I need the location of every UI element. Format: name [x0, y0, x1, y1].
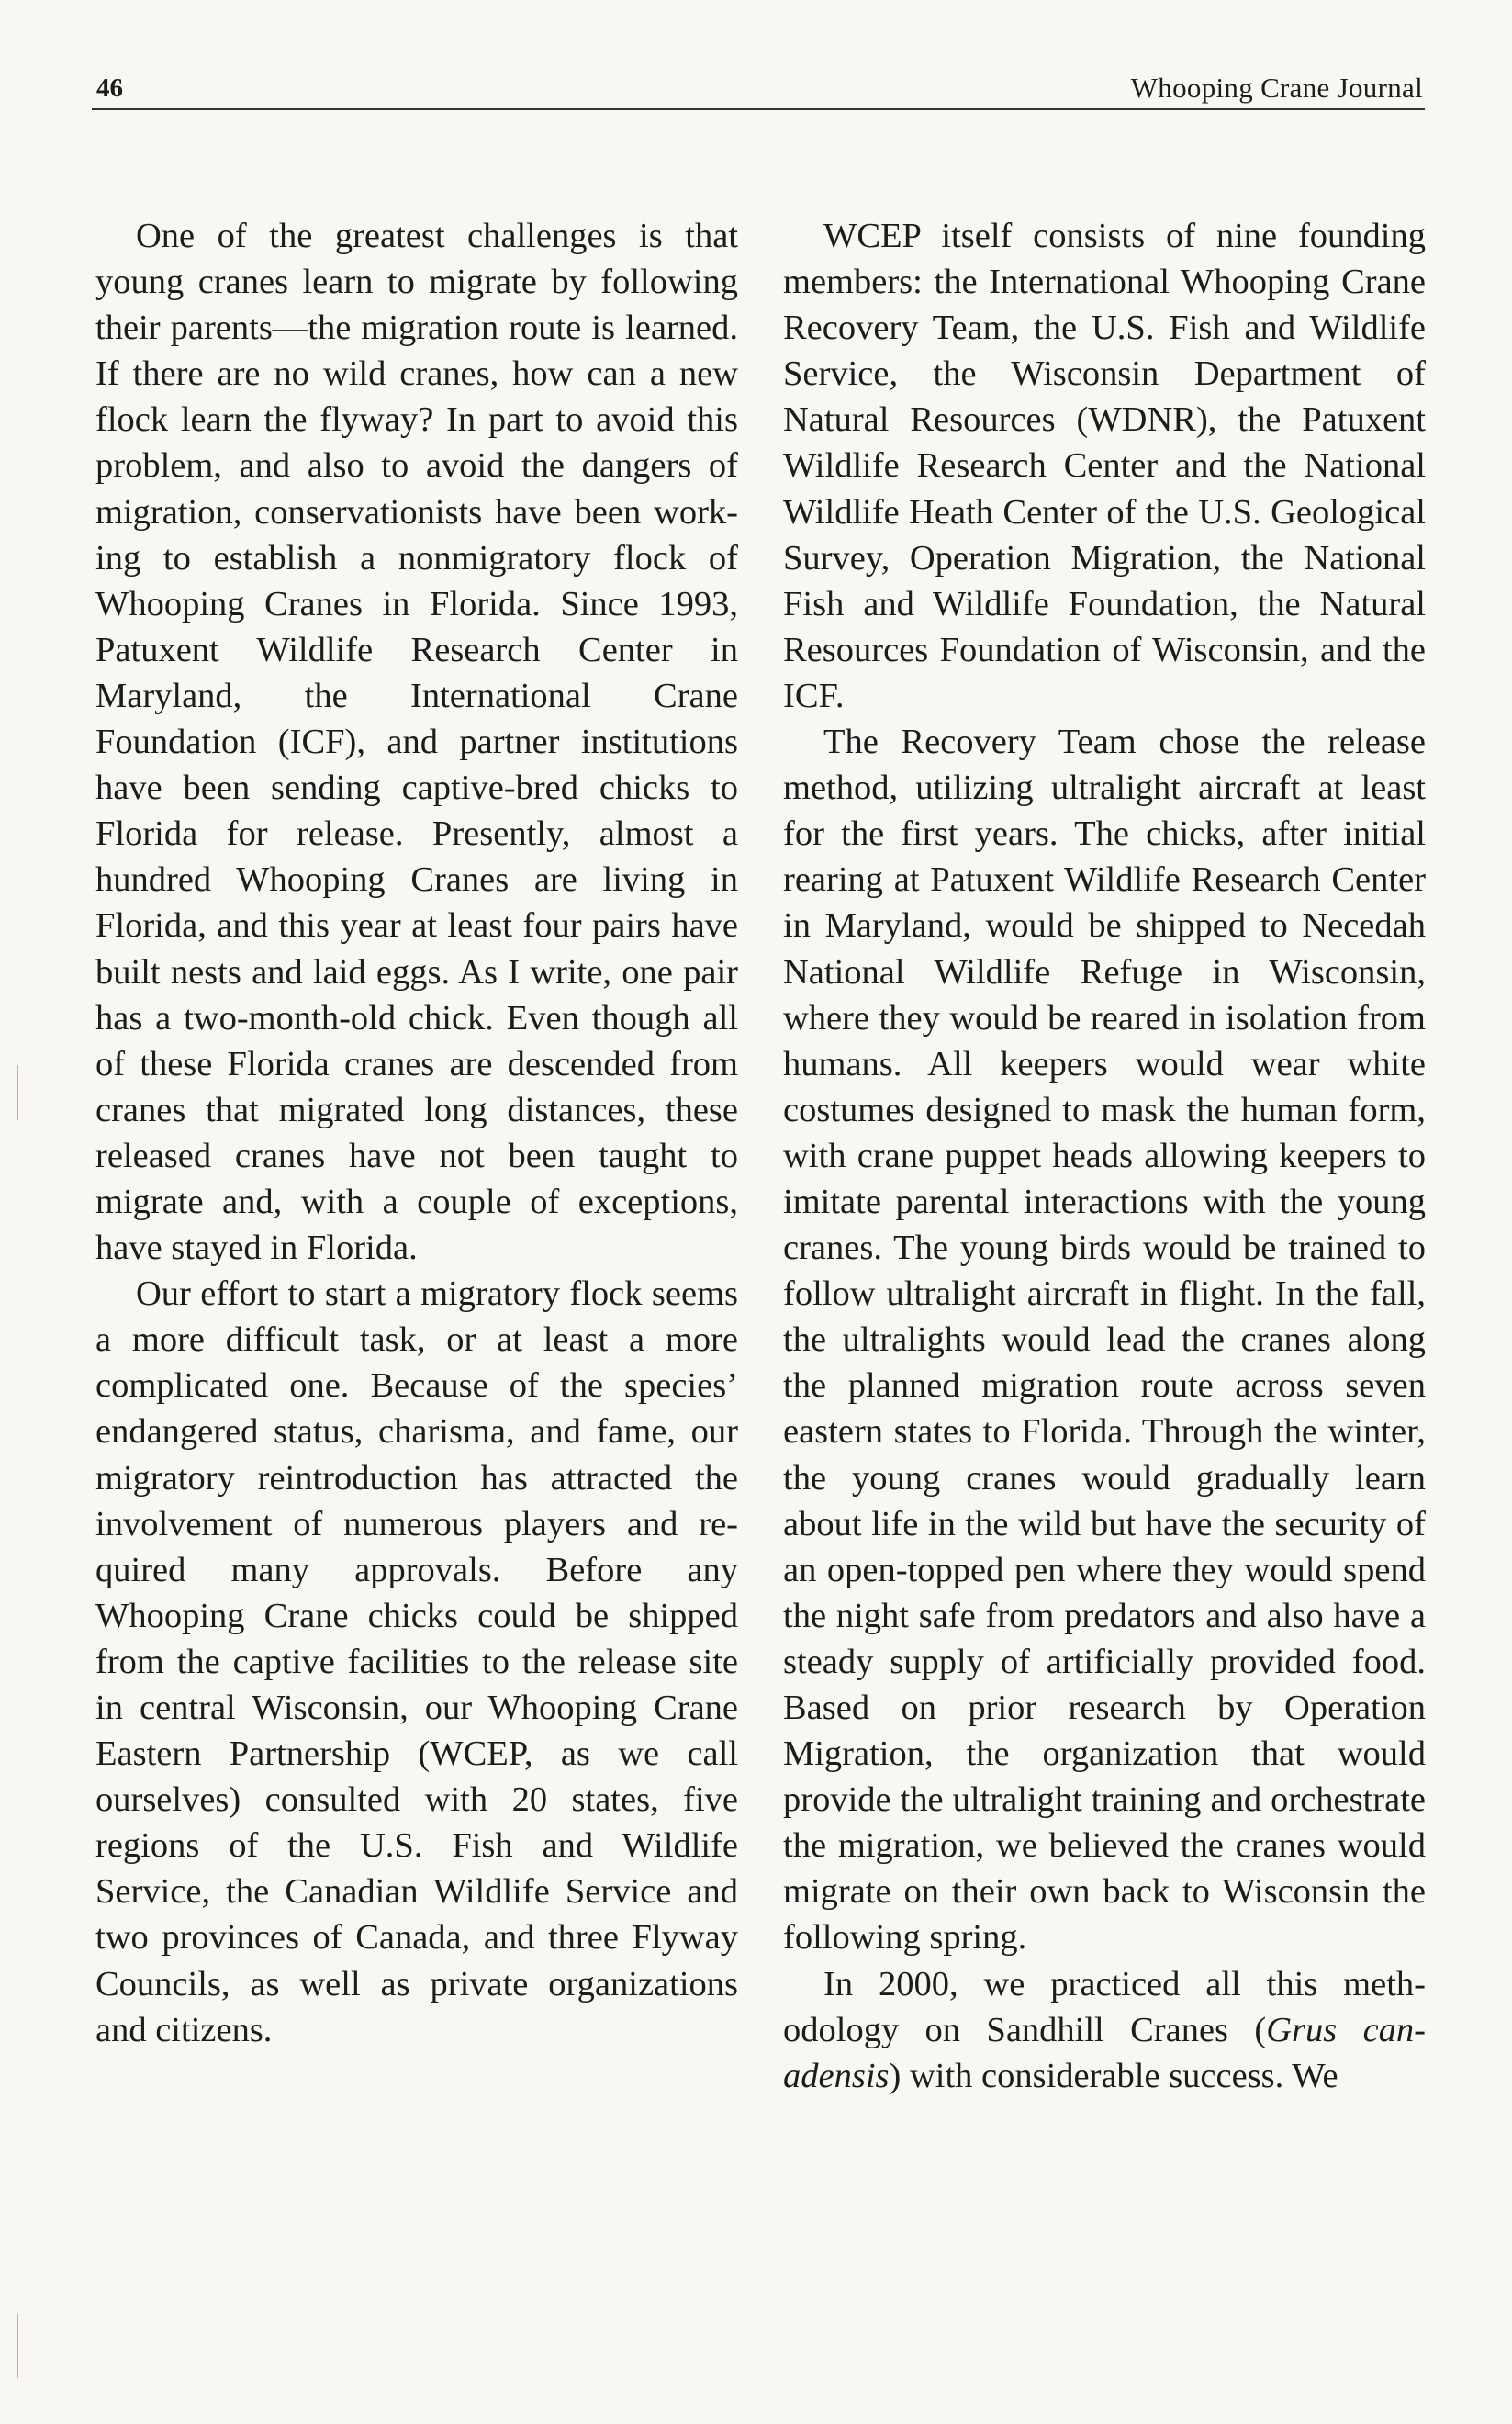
running-header [96, 66, 1423, 110]
header-rule [92, 108, 1425, 110]
species-name: Grus canadensis [783, 2010, 1426, 2095]
paragraph: The Recovery Team chose the release method, utilizing ultralight aircraft at least for the first years. The chicks, after initial rearing at Patuxent Wildlife Research Center in Maryland, would be shipped to Necedah National Wildlife Refuge in Wisconsin, where they would be reared in isolation from humans. All keepers would wear white costumes designed to mask the human form, with crane puppet heads allowing keepers to imitate parental interactions with the young cranes. The young birds would be trained to follow ultralight aircraft in flight. In the fall, the ultralights would lead the cranes along the planned migration route across seven eastern states to Florida. Through the winter, the young cranes would gradually learn about life in the wild but have the security of an open-topped pen where they would spend the night safe from predators and also have a steady supply of artificially provided food. Based on prior research by Operation Migration, the organization that would provide the ultralight training and orchestrate the migration, we believed the cranes would migrate on their own back to Wisconsin the following spring. [783, 723, 1426, 1958]
paragraph [783, 1961, 1426, 2099]
paragraph: WCEP itself consists of nine founding members: the International Whooping Crane Recovery Team, the U.S. Fish and Wildlife Service, the Wisconsin Department of Natural Resources (WDNR), the Patuxent Wildlife Research Center and the National Wildlife Heath Center of the U.S. Geological Survey, Operation Migration, the National Fish and Wildlife Foundation, the Natural Resources Foundation of Wisconsin, and the ICF. [783, 217, 1426, 715]
right-column [783, 213, 1426, 2099]
scan-edge-mark [17, 1065, 18, 1120]
paragraph: One of the greatest challenges is that young cranes learn to migrate by following their parents—the migration route is learned. If there are no wild cranes, how can a new flock learn the flyway? In part to avoid this problem, and also to avoid the dangers of migration, conservationists have been working to establish a nonmigratory flock of Whooping Cranes in Florida. Since 1993, Patuxent Wildlife Research Center in Maryland, the International Crane Foundation (ICF), and partner institutions have been sending captive-bred chicks to Florida for release. Presently, almost a hundred Whooping Cranes are living in Florida, and this year at least four pairs have built nests and laid eggs. As I write, one pair has a two-month-old chick. Even though all of these Florida cranes are descended from cranes that migrated long distances, these released cranes have not been taught to migrate and, with a couple of exceptions, have stayed in Florida. [95, 217, 738, 1268]
scan-edge-mark [17, 2314, 18, 2378]
journal-title: Whooping Crane Journal [1130, 72, 1423, 104]
left-column [95, 213, 738, 2053]
paragraph-text: In 2000, we practiced all this methodology on Sandhill Cranes ( [783, 1964, 1426, 2049]
page-number: 46 [96, 73, 123, 103]
paragraph-text: ) with considerable success. We [889, 2056, 1338, 2095]
paragraph: Our effort to start a migratory flock seems a more difficult task, or at least a more complicated one. Because of the species’ endangered status, charisma, and fame, our migratory reintroduction has attracted the involvement of numerous players and required many approvals. Before any Whooping Crane chicks could be shipped from the captive facilities to the release site in central Wisconsin, our Whooping Crane Eastern Partnership (WCEP, as we call ourselves) consulted with 20 states, five regions of the U.S. Fish and Wildlife Service, the Canadian Wildlife Service and two provinces of Canada, and three Flyway Councils, as well as private organizations and citizens. [95, 1274, 738, 2049]
